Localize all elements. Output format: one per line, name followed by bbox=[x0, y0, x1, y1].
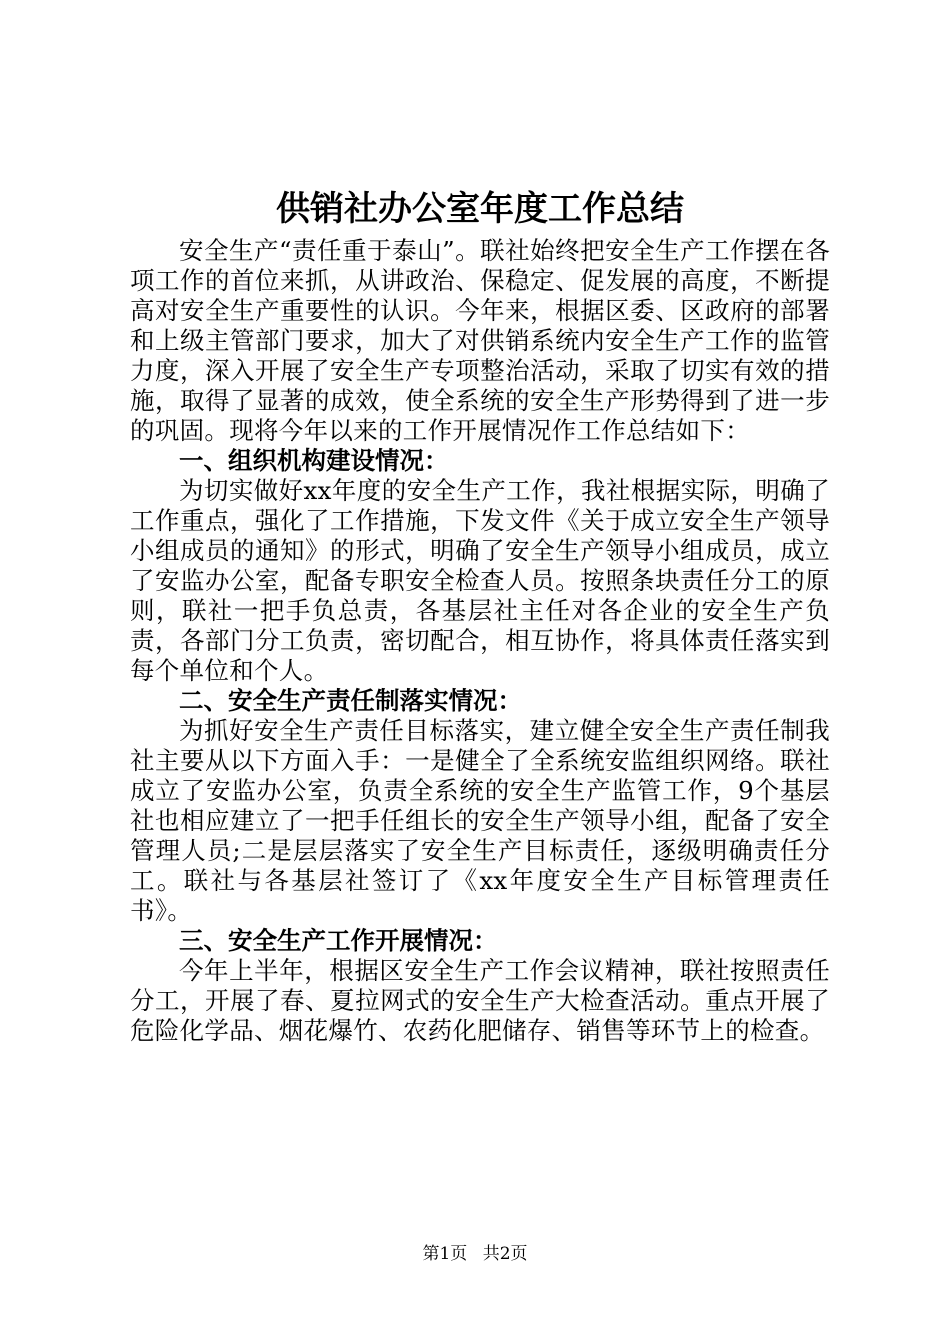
section-paragraph: 今年上半年，根据区安全生产工作会议精神，联社按照责任分工，开展了春、夏拉网式的安全生产大检查活动。重点开展了危险化学品、烟花爆竹、农药化肥储存、销售等环节上的检查。 bbox=[130, 956, 830, 1045]
section-heading: 二、安全生产责任制落实情况： bbox=[179, 686, 522, 715]
intro-paragraph: 安全生产“责任重于泰山”。联社始终把安全生产工作摆在各项工作的首位来抓，从讲政治、保稳定、促发展的高度，不断提高对安全生产重要性的认识。今年来，根据区委、区政府的部署和上级主管部门要求，加大了对供销系统内安全生产工作的监管力度，深入开展了安全生产专项整治活动，采取了切实有效的措施，取得了显著的成效，使全系统的安全生产形势得到了进一步的巩固。现将今年以来的工作开展情况作工作总结如下： bbox=[130, 236, 830, 445]
section-heading: 一、组织机构建设情况： bbox=[179, 446, 449, 475]
document-body bbox=[130, 236, 830, 1046]
page-total: 共2页 bbox=[482, 1244, 528, 1264]
section-paragraph: 为切实做好xx年度的安全生产工作，我社根据实际，明确了工作重点，强化了工作措施，下发文件《关于成立安全生产领导小组成员的通知》的形式，明确了安全生产领导小组成员，成立了安监办公室，配备专职安全检查人员。按照条块责任分工的原则，联社一把手负总责，各基层社主任对各企业的安全生产负责，各部门分工负责，密切配合，相互协作，将具体责任落实到每个单位和个人。 bbox=[130, 476, 830, 685]
section-paragraph: 为抓好安全生产责任目标落实，建立健全安全生产责任制我社主要从以下方面入手：一是健全了全系统安监组织网络。联社成立了安监办公室，负责全系统的安全生产监管工作，9个基层社也相应建立了一把手任组长的安全生产领导小组，配备了安全管理人员;二是层层落实了安全生产目标责任，逐级明确责任分工。联社与各基层社签订了《xx年度安全生产目标管理责任书》。 bbox=[130, 716, 830, 925]
section-heading: 三、安全生产工作开展情况： bbox=[179, 926, 498, 955]
page-footer bbox=[0, 1242, 950, 1266]
document-title: 供销社办公室年度工作总结 bbox=[276, 189, 684, 229]
page-number: 第1页 bbox=[422, 1244, 468, 1264]
